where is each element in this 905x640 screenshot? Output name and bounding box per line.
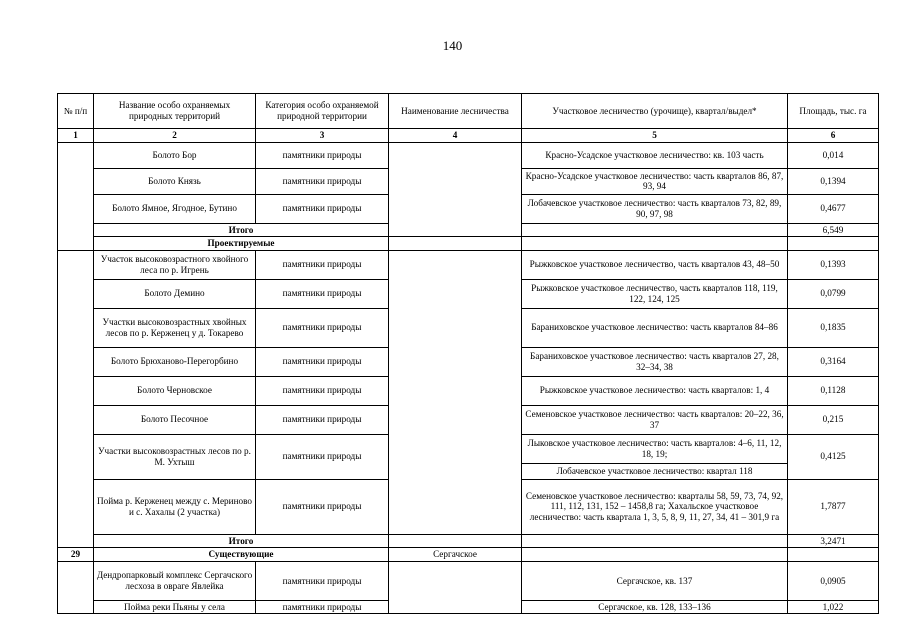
name-cell: Болото Князь (94, 168, 256, 194)
header-cell-forestry: Наименование лесничества (389, 94, 522, 129)
area-cell: 0,215 (788, 405, 879, 434)
area-cell: 0,0905 (788, 561, 879, 600)
area-cell: 0,1394 (788, 168, 879, 194)
location-cell: Рыжковское участковое лесничество, часть кварталов 118, 119, 122, 124, 125 (522, 279, 788, 308)
section-label: Проектируемые (94, 237, 389, 251)
name-cell: Участок высоковозрастного хвойного леса по р. Игрень (94, 250, 256, 279)
location-cell: Красно-Усадское участковое лесничество: часть кварталов 86, 87, 93, 94 (522, 168, 788, 194)
category-cell: памятники природы (256, 561, 389, 600)
forestry-cell (389, 237, 522, 251)
location-cell (522, 548, 788, 562)
table-row (58, 250, 879, 279)
location-cell: Бараниховское участковое лесничество: часть кварталов 84–86 (522, 308, 788, 347)
name-cell: Болото Демино (94, 279, 256, 308)
location-cell: Сергачское, кв. 128, 133–136 (522, 600, 788, 614)
category-cell: памятники природы (256, 308, 389, 347)
protected-areas-table (57, 93, 879, 614)
section-row (58, 237, 879, 251)
category-cell: памятники природы (256, 279, 389, 308)
section-row (58, 548, 879, 562)
area-cell: 0,1128 (788, 376, 879, 405)
total-label: Итого (94, 223, 389, 237)
location-cell: Красно-Усадское участковое лесничество: кв. 103 часть (522, 142, 788, 168)
location-cell (522, 223, 788, 237)
name-cell: Болото Бор (94, 142, 256, 168)
category-cell: памятники природы (256, 479, 389, 534)
header-cell-number: № п/п (58, 94, 94, 129)
area-cell: 0,3164 (788, 347, 879, 376)
area-cell (788, 237, 879, 251)
area-cell: 1,022 (788, 600, 879, 614)
page-number: 140 (442, 38, 463, 53)
area-cell: 0,1835 (788, 308, 879, 347)
total-value: 3,2471 (788, 534, 879, 548)
location-cell: Лыковское участковое лесничество: часть кварталов: 4–6, 11, 12, 18, 19; (522, 434, 788, 463)
number-cell (58, 561, 94, 614)
total-value: 6,549 (788, 223, 879, 237)
name-cell: Болото Брюханово-Перегорбино (94, 347, 256, 376)
area-cell: 1,7877 (788, 479, 879, 534)
name-cell: Пойма реки Пьяны у села (94, 600, 256, 614)
forestry-cell (389, 250, 522, 534)
name-cell: Участки высоковозрастных хвойных лесов по р. Керженец у д. Токарево (94, 308, 256, 347)
column-number: 4 (389, 129, 522, 143)
location-cell: Бараниховское участковое лесничество: часть кварталов 27, 28, 32–34, 38 (522, 347, 788, 376)
number-cell (58, 142, 94, 250)
category-cell: памятники природы (256, 168, 389, 194)
category-cell: памятники природы (256, 194, 389, 223)
location-cell: Семеновское участковое лесничество: кварталы 58, 59, 73, 74, 92, 111, 112, 131, 152 – 1458,8 га; Хахальское участковое лесничество: часть квартала 1, 3, 5, 8, 9, 11, 27, 34, 41 – 301,9 га (522, 479, 788, 534)
category-cell: памятники природы (256, 142, 389, 168)
location-cell: Рыжковское участковое лесничество, часть кварталов 43, 48–50 (522, 250, 788, 279)
category-cell: памятники природы (256, 434, 389, 479)
category-cell: памятники природы (256, 376, 389, 405)
name-cell: Болото Черновское (94, 376, 256, 405)
header-cell-area: Площадь, тыс. га (788, 94, 879, 129)
forestry-cell (389, 561, 522, 614)
location-cell: Лобачевское участковое лесничество: квартал 118 (522, 463, 788, 479)
column-number: 3 (256, 129, 389, 143)
name-cell: Участки высоковозрастных лесов по р. М. Ухтыш (94, 434, 256, 479)
area-cell (788, 548, 879, 562)
area-cell: 0,4677 (788, 194, 879, 223)
area-cell: 0,014 (788, 142, 879, 168)
location-cell (522, 237, 788, 251)
table-row (58, 142, 879, 168)
name-cell: Болото Ямное, Ягодное, Бутино (94, 194, 256, 223)
header-cell-location: Участковое лесничество (урочище), квартал/выдел* (522, 94, 788, 129)
table-row (58, 561, 879, 600)
name-cell: Дендропарковый комплекс Сергачского лесхоза в овраге Явлейка (94, 561, 256, 600)
total-row (58, 534, 879, 548)
category-cell: памятники природы (256, 250, 389, 279)
section-label: Существующие (94, 548, 389, 562)
header-cell-category: Категория особо охраняемой природной территории (256, 94, 389, 129)
location-cell: Рыжковское участковое лесничество: часть кварталов: 1, 4 (522, 376, 788, 405)
column-number: 6 (788, 129, 879, 143)
section-number: 29 (58, 548, 94, 562)
location-cell (522, 534, 788, 548)
header-cell-name: Название особо охраняемых природных территорий (94, 94, 256, 129)
location-cell: Семеновское участковое лесничество: часть кварталов: 20–22, 36, 37 (522, 405, 788, 434)
column-number-row (58, 129, 879, 143)
column-number: 1 (58, 129, 94, 143)
column-number: 2 (94, 129, 256, 143)
name-cell: Болото Песочное (94, 405, 256, 434)
column-number: 5 (522, 129, 788, 143)
location-cell: Сергачское, кв. 137 (522, 561, 788, 600)
location-cell: Лобачевское участковое лесничество: часть кварталов 73, 82, 89, 90, 97, 98 (522, 194, 788, 223)
category-cell: памятники природы (256, 405, 389, 434)
area-cell: 0,0799 (788, 279, 879, 308)
total-label: Итого (94, 534, 389, 548)
forestry-cell (389, 142, 522, 237)
forestry-cell (389, 534, 522, 548)
category-cell: памятники природы (256, 600, 389, 614)
header-row (58, 94, 879, 129)
area-cell: 0,4125 (788, 434, 879, 479)
name-cell: Пойма р. Керженец между с. Мериново и с. Хахалы (2 участка) (94, 479, 256, 534)
forestry-cell: Сергачское (389, 548, 522, 562)
number-cell (58, 250, 94, 548)
area-cell: 0,1393 (788, 250, 879, 279)
category-cell: памятники природы (256, 347, 389, 376)
